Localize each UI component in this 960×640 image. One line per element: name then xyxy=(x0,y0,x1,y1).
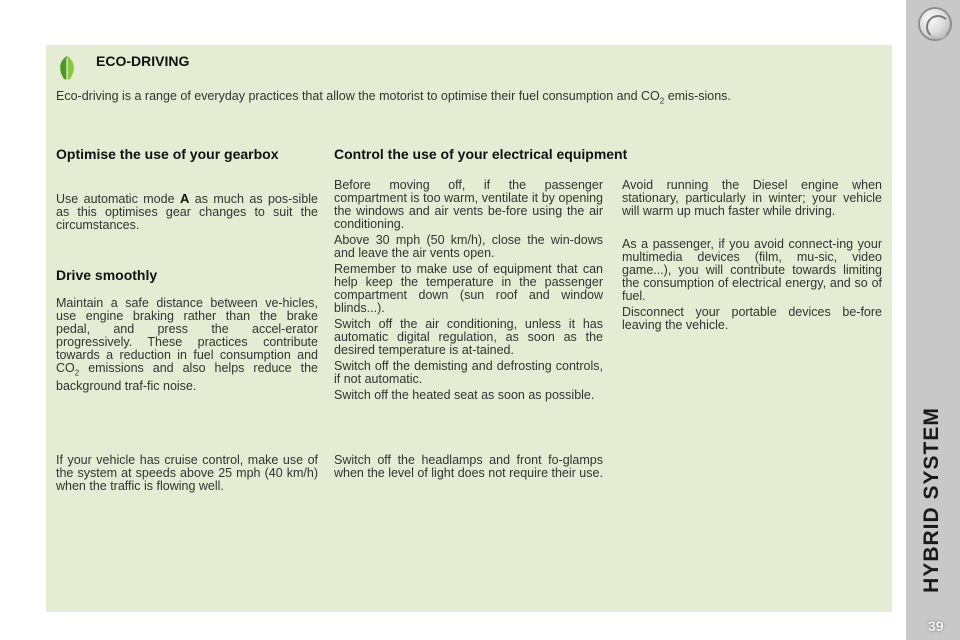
electrical-right-column xyxy=(622,179,882,332)
circle-badge-ring xyxy=(926,15,950,39)
heading-electrical: Control the use of your electrical equipment xyxy=(334,146,628,162)
electrical-right-paragraph: Disconnect your portable devices be-fore leaving the vehicle. xyxy=(622,305,882,332)
electrical-left-column xyxy=(334,179,603,402)
electrical-left-paragraph: Above 30 mph (50 km/h), close the win-dows and leave the air vents open. xyxy=(334,233,603,260)
electrical-left-paragraph: Switch off the heated seat as soon as possible. xyxy=(334,388,595,402)
electrical-left-paragraph: Remember to make use of equipment that can help keep the temperature in the passenger compartment down (sun roof and window blinds...). xyxy=(334,262,603,315)
drive-paragraph-1: Maintain a safe distance between ve-hicles, use engine braking rather than the brake pedal, and press the accel-erator progressively. These practices contribute towards a reduction in fuel consumption and $CO_2$ emissions and also helps reduce the background traf-fic noise. xyxy=(56,296,318,393)
leaf-icon xyxy=(56,55,78,81)
electrical-left-paragraph: Switch off the air conditioning, unless it has automatic digital regulation, as soon as the desired temperature is at-tained. xyxy=(334,317,603,357)
electrical-left-paragraph: Before moving off, if the passenger compartment is too warm, ventilate it by opening the windows and air vents be-fore using the air conditioning. xyxy=(334,178,603,231)
heading-gearbox: Optimise the use of your gearbox xyxy=(56,146,279,162)
electrical-right-paragraph: As a passenger, if you avoid connect-ing your multimedia devices (film, mu-sic, video game...), you will contribute towards limiting the consumption of electrical energy, and so of fuel. xyxy=(622,237,882,303)
electrical-left-last xyxy=(334,454,603,480)
page-number: 39 xyxy=(928,618,944,634)
electrical-left-paragraph: Switch off the headlamps and front fo-glamps when the level of light does not require their use. xyxy=(334,453,603,480)
electrical-left-paragraph: Switch off the demisting and defrosting controls, if not automatic. xyxy=(334,359,603,386)
section-title: HYBRID SYSTEM xyxy=(920,407,943,593)
intro-paragraph: Eco-driving is a range of everyday practices that allow the motorist to optimise their fuel consumption and $CO_2$ emis-sions. xyxy=(56,89,731,106)
heading-drive-smoothly: Drive smoothly xyxy=(56,267,158,283)
electrical-right-paragraph: Avoid running the Diesel engine when stationary, particularly in winter; your vehicle will warm up much faster while driving. xyxy=(622,178,882,218)
page-title: ECO-DRIVING xyxy=(96,53,190,69)
gearbox-text: Use automatic mode A as much as pos-sible as this optimises gear changes to suit the circumstances. xyxy=(56,191,319,232)
drive-paragraph-2: If your vehicle has cruise control, make use of the system at speeds above 25 mph (40 km/h) when the traffic is flowing well. xyxy=(56,453,318,493)
